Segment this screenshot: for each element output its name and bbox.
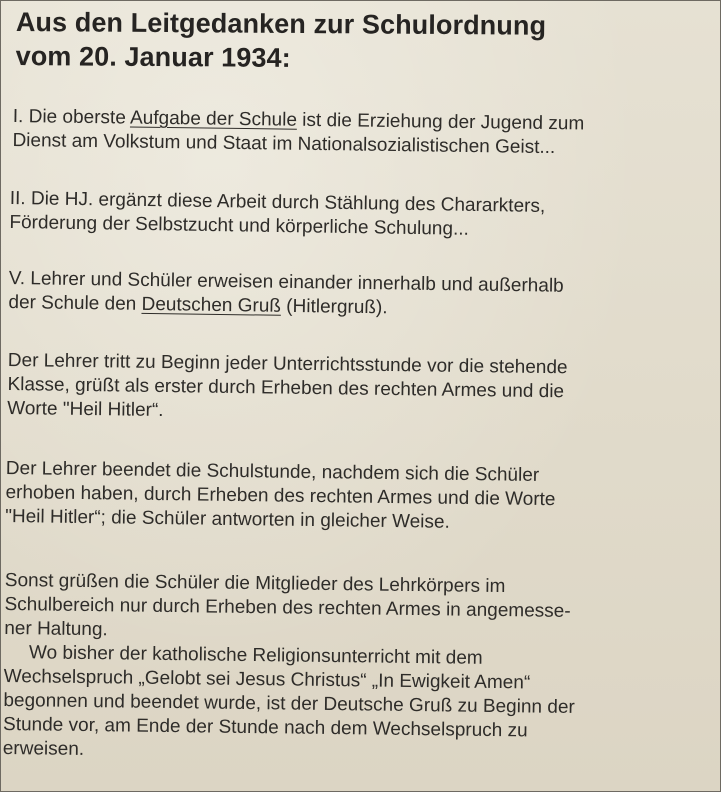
text-line: Schulbereich nur durch Erheben des rechten Armes in angemesse-: [4, 593, 571, 622]
text-line: Förderung der Selbstzucht und körperliche Schulung...: [9, 211, 470, 240]
text-line: erhoben haben, durch Erheben des rechten Armes und die Worte: [5, 481, 556, 511]
text-line: I. Die oberste Aufgabe der Schule ist die Erziehung der Jugend zum: [12, 105, 585, 135]
text-line: erweisen.: [2, 737, 85, 760]
text-line: Der Lehrer tritt zu Beginn jeder Unterrichtsstunde vor die stehende: [7, 349, 568, 379]
paragraph-sonst-gruessen: [3, 569, 577, 768]
text-line: Klasse, grüßt als erster durch Erheben des rechten Armes und die: [7, 373, 565, 403]
text-line: der Schule den Deutschen Gruß (Hitlergruß).: [8, 291, 388, 319]
paragraph-aufgabe-der-schule: [12, 105, 584, 160]
text-line: Wechselspruch „Gelobt sei Jesus Christus“ „In Ewigkeit Amen“: [3, 665, 531, 694]
underlined-phrase: Deutschen Gruß: [141, 293, 282, 317]
text-line: ner Haltung.: [4, 617, 108, 641]
text-line: Dienst am Volkstum und Staat im Nationalsozialistischen Geist...: [12, 129, 556, 159]
underlined-phrase: Aufgabe der Schule: [129, 107, 298, 131]
document-title: Aus den Leitgedanken zur Schulordnung vom 20. Januar 1934:: [15, 6, 547, 73]
paragraph-deutscher-gruss: [8, 267, 564, 323]
text-line: begonnen und beendet wurde, ist der Deutsche Gruß zu Beginn der: [3, 689, 575, 718]
paragraph-hj: [9, 187, 545, 243]
text-line: Wo bisher der katholische Religionsunterricht mit dem: [28, 642, 483, 669]
paragraph-unterrichtsende: [5, 457, 556, 536]
text-line: Sonst grüßen die Schüler die Mitglieder des Lehrkörpers im: [4, 569, 506, 598]
paragraph-unterrichtsbeginn: [7, 349, 568, 428]
text-line: V. Lehrer und Schüler erweisen einander innerhalb und außerhalb: [8, 267, 564, 297]
text-line: II. Die HJ. ergänzt diese Arbeit durch Stählung des Chararkters,: [9, 187, 546, 217]
text-line: Stunde vor, am Ende der Stunde nach dem Wechselspruch zu: [2, 713, 528, 742]
text-line: "Heil Hitler“; die Schüler antworten in gleicher Weise.: [5, 505, 450, 533]
text-line: Der Lehrer beendet die Schulstunde, nachdem sich die Schüler: [5, 457, 540, 486]
text-line: Worte "Heil Hitler“.: [7, 397, 164, 422]
